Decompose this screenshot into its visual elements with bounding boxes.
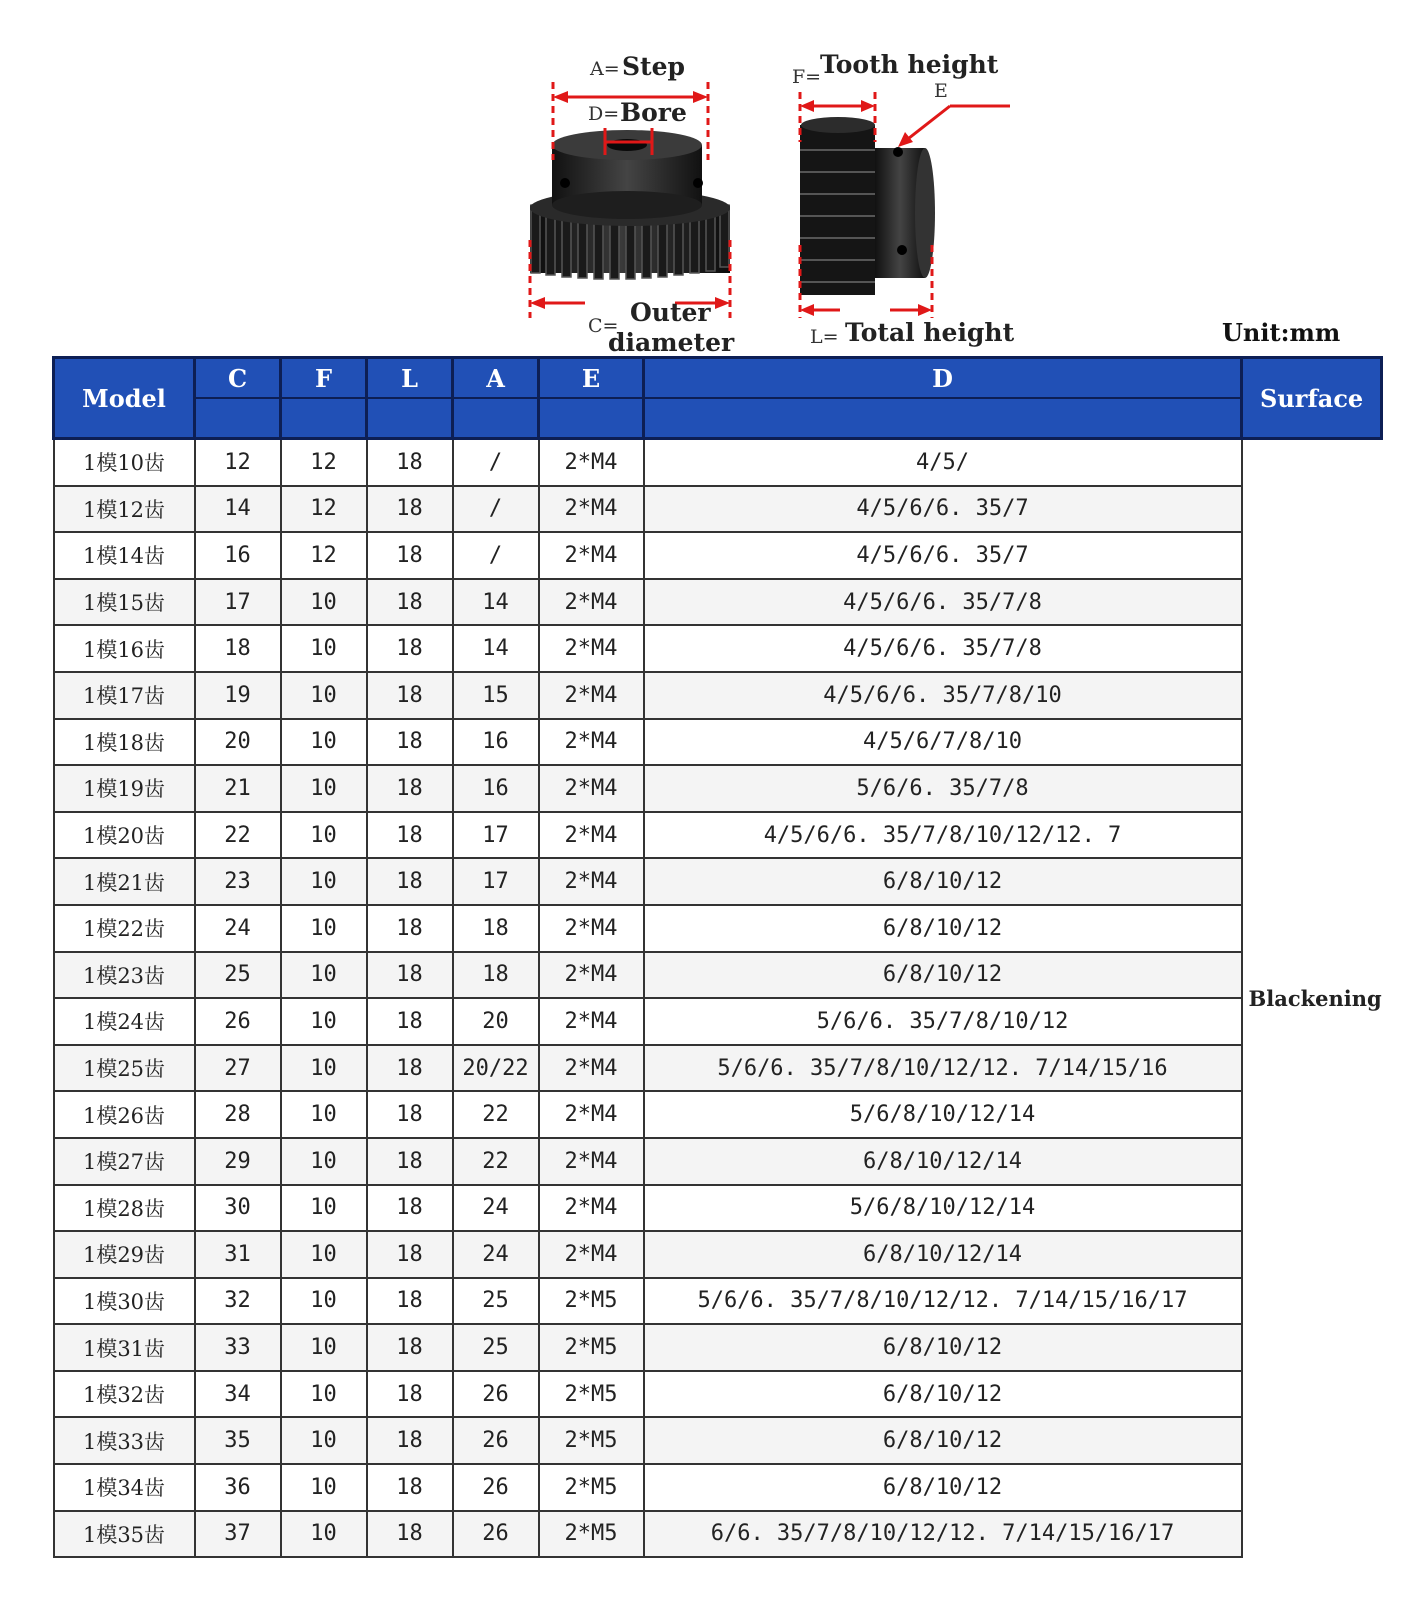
table-row [54,1045,1382,1092]
cell-c: 26 [195,998,281,1045]
cell-a: 26 [453,1511,539,1558]
cell-d: 6/8/10/12 [644,858,1242,905]
cell-l: 18 [367,1511,453,1558]
cell-model: 1模20齿 [54,812,195,859]
cell-l: 18 [367,625,453,672]
cell-f: 10 [281,952,367,999]
cell-a: 14 [453,579,539,626]
cell-d: 5/6/6. 35/7/8/10/12/12. 7/14/15/16 [644,1045,1242,1092]
cell-a: 24 [453,1231,539,1278]
cell-c: 24 [195,905,281,952]
cell-d: 6/8/10/12 [644,1324,1242,1371]
cell-d: 4/5/ [644,439,1242,486]
header-d: D [644,358,1242,399]
outer-prefix: C= [588,315,619,337]
cell-e: 2*M4 [539,812,644,859]
cell-e: 2*M4 [539,998,644,1045]
cell-l: 18 [367,719,453,766]
cell-c: 17 [195,579,281,626]
cell-l: 18 [367,905,453,952]
header-f: F [281,358,367,399]
cell-c: 37 [195,1511,281,1558]
cell-f: 10 [281,1417,367,1464]
cell-f: 12 [281,439,367,486]
total-height-label: Total height [845,318,1015,347]
cell-f: 10 [281,1138,367,1185]
cell-e: 2*M5 [539,1464,644,1511]
cell-d: 4/5/6/6. 35/7 [644,532,1242,579]
surface-value: Blackening [1242,439,1382,1558]
cell-d: 6/6. 35/7/8/10/12/12. 7/14/15/16/17 [644,1511,1242,1558]
cell-d: 6/8/10/12 [644,1417,1242,1464]
table-row [54,1511,1382,1558]
table-body [54,439,1382,1558]
cell-c: 14 [195,486,281,533]
cell-c: 27 [195,1045,281,1092]
cell-a: 26 [453,1371,539,1418]
bore-label-text: Bore [620,98,687,127]
cell-model: 1模28齿 [54,1185,195,1232]
cell-model: 1模14齿 [54,532,195,579]
table-row [54,1371,1382,1418]
cell-f: 10 [281,1045,367,1092]
cell-model: 1模29齿 [54,1231,195,1278]
cell-a: 24 [453,1185,539,1232]
cell-l: 18 [367,858,453,905]
cell-d: 6/8/10/12/14 [644,1231,1242,1278]
header-l-sub [367,398,453,439]
cell-model: 1模31齿 [54,1324,195,1371]
cell-d: 4/5/6/6. 35/7 [644,486,1242,533]
cell-model: 1模23齿 [54,952,195,999]
cell-c: 33 [195,1324,281,1371]
cell-f: 10 [281,998,367,1045]
cell-f: 10 [281,579,367,626]
cell-e: 2*M4 [539,1045,644,1092]
cell-l: 18 [367,672,453,719]
cell-l: 18 [367,1417,453,1464]
cell-e: 2*M4 [539,579,644,626]
outer-label: Outer [630,298,711,327]
table-row [54,1185,1382,1232]
cell-a: 18 [453,952,539,999]
table-row [54,579,1382,626]
cell-l: 18 [367,1324,453,1371]
cell-a: 17 [453,812,539,859]
cell-f: 10 [281,1511,367,1558]
header-c: C [195,358,281,399]
cell-f: 10 [281,765,367,812]
cell-l: 18 [367,1045,453,1092]
cell-l: 18 [367,765,453,812]
cell-c: 30 [195,1185,281,1232]
cell-f: 10 [281,1371,367,1418]
cell-c: 22 [195,812,281,859]
cell-c: 16 [195,532,281,579]
cell-d: 4/5/6/6. 35/7/8 [644,625,1242,672]
step-prefix: A= [590,58,620,80]
table-row [54,812,1382,859]
cell-a: 26 [453,1464,539,1511]
cell-l: 18 [367,812,453,859]
cell-c: 19 [195,672,281,719]
cell-c: 21 [195,765,281,812]
cell-a: / [453,532,539,579]
cell-a: / [453,486,539,533]
cell-f: 10 [281,719,367,766]
cell-a: 14 [453,625,539,672]
cell-model: 1模10齿 [54,439,195,486]
cell-c: 31 [195,1231,281,1278]
table-row [54,952,1382,999]
cell-f: 10 [281,1185,367,1232]
cell-model: 1模34齿 [54,1464,195,1511]
table-row [54,672,1382,719]
cell-l: 18 [367,1464,453,1511]
total-prefix: L= [810,326,839,348]
cell-e: 2*M4 [539,765,644,812]
cell-a: 20 [453,998,539,1045]
cell-a: 17 [453,858,539,905]
cell-e: 2*M4 [539,625,644,672]
table-row [54,858,1382,905]
table-row [54,1138,1382,1185]
header-a: A [453,358,539,399]
cell-model: 1模21齿 [54,858,195,905]
header-l: L [367,358,453,399]
cell-c: 23 [195,858,281,905]
cell-l: 18 [367,579,453,626]
gear-spec-table [52,356,1383,1558]
cell-l: 18 [367,1371,453,1418]
cell-e: 2*M5 [539,1371,644,1418]
header-e-sub [539,398,644,439]
cell-d: 5/6/6. 35/7/8 [644,765,1242,812]
cell-l: 18 [367,486,453,533]
cell-a: 26 [453,1417,539,1464]
header-a-sub [453,398,539,439]
cell-model: 1模24齿 [54,998,195,1045]
cell-e: 2*M5 [539,1324,644,1371]
cell-l: 18 [367,952,453,999]
table-row [54,1091,1382,1138]
cell-model: 1模27齿 [54,1138,195,1185]
cell-d: 4/5/6/6. 35/7/8/10 [644,672,1242,719]
cell-a: 20/22 [453,1045,539,1092]
cell-e: 2*M4 [539,1138,644,1185]
table-row [54,765,1382,812]
cell-l: 18 [367,439,453,486]
cell-e: 2*M4 [539,858,644,905]
cell-model: 1模30齿 [54,1278,195,1325]
cell-d: 5/6/6. 35/7/8/10/12 [644,998,1242,1045]
outer-label-line2: diameter [608,328,735,357]
cell-model: 1模17齿 [54,672,195,719]
cell-f: 10 [281,1278,367,1325]
table-row [54,1278,1382,1325]
bore-prefix: D= [588,103,620,125]
table-row [54,905,1382,952]
cell-d: 5/6/6. 35/7/8/10/12/12. 7/14/15/16/17 [644,1278,1242,1325]
cell-c: 35 [195,1417,281,1464]
cell-a: 16 [453,719,539,766]
cell-d: 5/6/8/10/12/14 [644,1185,1242,1232]
cell-e: 2*M4 [539,952,644,999]
header-f-sub [281,398,367,439]
table-row [54,486,1382,533]
table-row [54,719,1382,766]
cell-model: 1模35齿 [54,1511,195,1558]
cell-a: 16 [453,765,539,812]
cell-c: 12 [195,439,281,486]
table-row [54,439,1382,486]
cell-e: 2*M4 [539,672,644,719]
cell-e: 2*M4 [539,532,644,579]
cell-d: 6/8/10/12 [644,905,1242,952]
cell-e: 2*M5 [539,1511,644,1558]
cell-f: 10 [281,812,367,859]
cell-model: 1模32齿 [54,1371,195,1418]
cell-a: 25 [453,1278,539,1325]
cell-c: 34 [195,1371,281,1418]
cell-d: 5/6/8/10/12/14 [644,1091,1242,1138]
table-row [54,532,1382,579]
header-e: E [539,358,644,399]
cell-a: 25 [453,1324,539,1371]
cell-a: 22 [453,1091,539,1138]
cell-f: 10 [281,1324,367,1371]
gear-dimension-diagram [0,0,1425,360]
cell-d: 6/8/10/12/14 [644,1138,1242,1185]
cell-c: 36 [195,1464,281,1511]
side-gear [800,117,935,295]
cell-e: 2*M4 [539,1185,644,1232]
cell-l: 18 [367,532,453,579]
cell-e: 2*M4 [539,439,644,486]
cell-a: 15 [453,672,539,719]
cell-d: 4/5/6/7/8/10 [644,719,1242,766]
table-row [54,1464,1382,1511]
cell-model: 1模22齿 [54,905,195,952]
cell-l: 18 [367,1185,453,1232]
cell-f: 10 [281,672,367,719]
e-label: E [934,80,948,102]
cell-d: 6/8/10/12 [644,952,1242,999]
cell-c: 28 [195,1091,281,1138]
cell-f: 10 [281,905,367,952]
header-model: Model [54,358,195,439]
cell-f: 10 [281,858,367,905]
tooth-height-label: Tooth height [820,50,999,79]
table-row [54,1231,1382,1278]
cell-f: 10 [281,1091,367,1138]
cell-f: 12 [281,532,367,579]
cell-e: 2*M5 [539,1278,644,1325]
cell-f: 10 [281,1464,367,1511]
cell-model: 1模25齿 [54,1045,195,1092]
cell-c: 32 [195,1278,281,1325]
cell-e: 2*M4 [539,1091,644,1138]
cell-l: 18 [367,1231,453,1278]
cell-d: 4/5/6/6. 35/7/8/10/12/12. 7 [644,812,1242,859]
cell-f: 10 [281,1231,367,1278]
cell-d: 4/5/6/6. 35/7/8 [644,579,1242,626]
unit-label: Unit:mm [1222,318,1341,347]
cell-l: 18 [367,1091,453,1138]
table-row [54,625,1382,672]
cell-model: 1模33齿 [54,1417,195,1464]
cell-model: 1模12齿 [54,486,195,533]
cell-model: 1模26齿 [54,1091,195,1138]
header-c-sub [195,398,281,439]
gear-illustration [0,0,1425,360]
cell-a: 18 [453,905,539,952]
cell-c: 25 [195,952,281,999]
cell-c: 20 [195,719,281,766]
cell-model: 1模18齿 [54,719,195,766]
cell-c: 18 [195,625,281,672]
cell-e: 2*M4 [539,1231,644,1278]
header-d-sub [644,398,1242,439]
cell-a: / [453,439,539,486]
cell-l: 18 [367,998,453,1045]
cell-e: 2*M4 [539,905,644,952]
table-row [54,998,1382,1045]
cell-model: 1模19齿 [54,765,195,812]
cell-model: 1模15齿 [54,579,195,626]
cell-e: 2*M5 [539,1417,644,1464]
table-row [54,1417,1382,1464]
cell-f: 10 [281,625,367,672]
header-surface: Surface [1242,358,1382,439]
table-row [54,1324,1382,1371]
cell-e: 2*M4 [539,486,644,533]
step-label: Step [622,52,685,81]
cell-c: 29 [195,1138,281,1185]
cell-l: 18 [367,1278,453,1325]
cell-d: 6/8/10/12 [644,1371,1242,1418]
cell-a: 22 [453,1138,539,1185]
cell-d: 6/8/10/12 [644,1464,1242,1511]
cell-l: 18 [367,1138,453,1185]
tooth-prefix: F= [792,66,822,88]
cell-e: 2*M4 [539,719,644,766]
cell-f: 12 [281,486,367,533]
cell-model: 1模16齿 [54,625,195,672]
